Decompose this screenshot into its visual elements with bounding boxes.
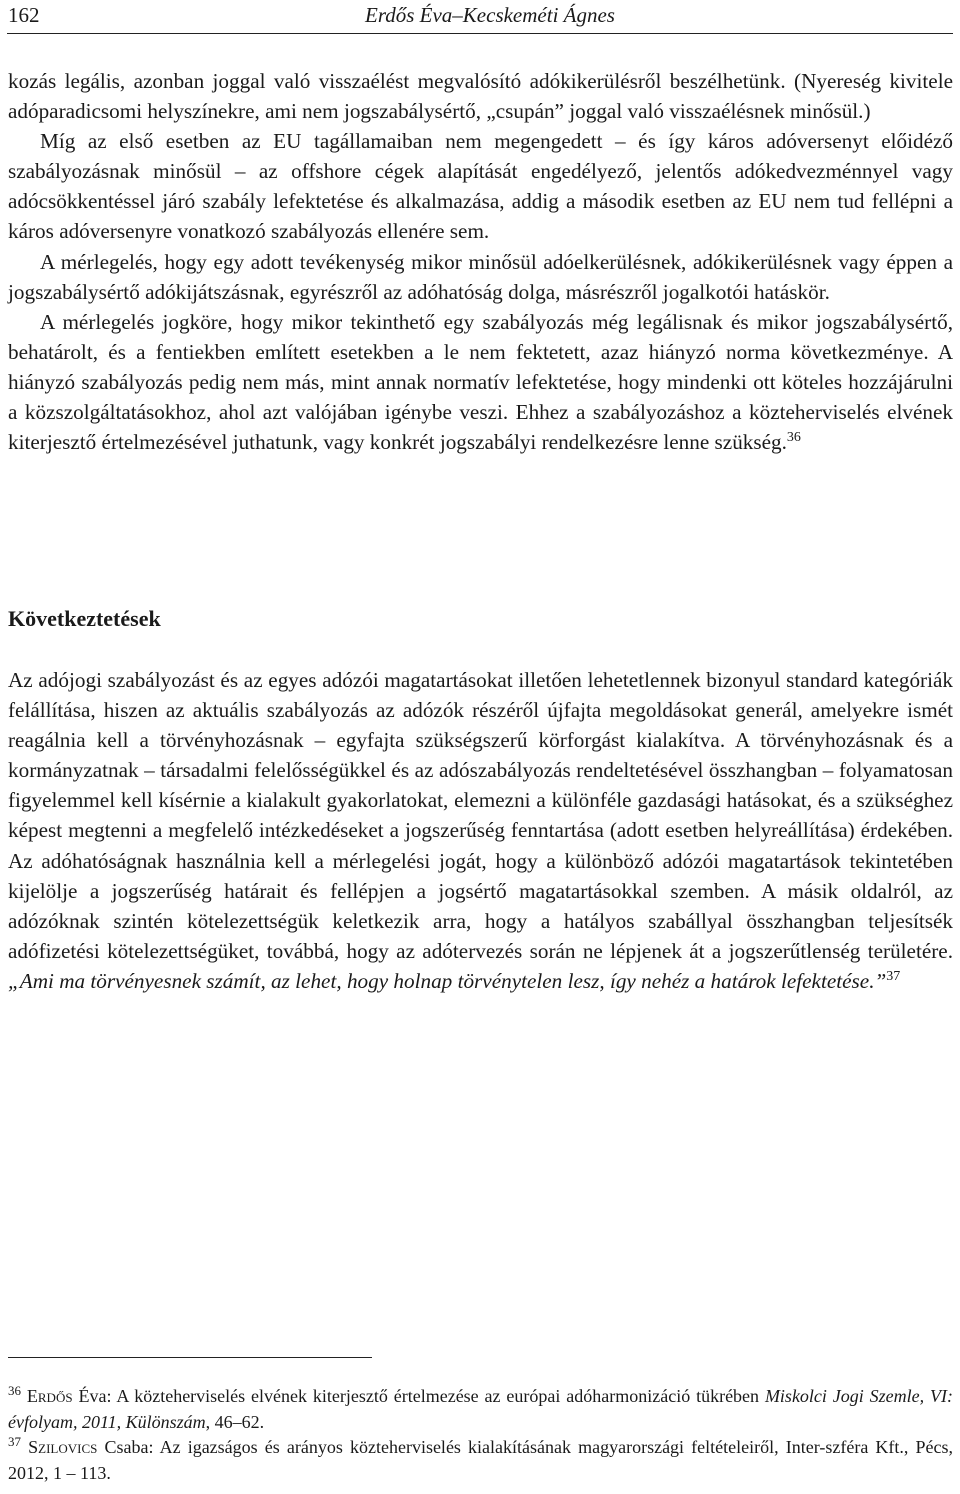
footnote-journal: Miskolci Jogi Szemle, VI: évfolyam, 2011, Különszám bbox=[8, 1386, 954, 1432]
footnotes bbox=[8, 1384, 953, 1486]
paragraph-eu-comparison: Míg az első esetben az EU tagállamaiban nem megengedett – és így káros adóversenyt előidéző szabályozásnak minősül – az offshore cégek alapítását engedélyező, jelentős adókedvezménnyel vagy adócsökkentéssel járó szabály lefektetése és alkalmazása, addig a második esetben az EU nem tud fellépni a káros adóversenyre vonatkozó szabályozás ellenére sem. bbox=[8, 129, 953, 244]
paragraph-assessment: A mérlegelés, hogy egy adott tevékenység mikor minősül adóelkerülésnek, adókikerülésnek vagy éppen a jogszabálysértő adókijátszásnak, egyrészről az adóhatóság dolga, másrészről jogalkotói hatáskör. bbox=[8, 249, 953, 304]
section-body-2 bbox=[8, 665, 953, 996]
footnote-number: 37 bbox=[8, 1434, 21, 1449]
footnote-37 bbox=[8, 1435, 953, 1486]
footnote-author-first: Éva: bbox=[72, 1386, 117, 1406]
section-heading: Következtetések bbox=[8, 606, 161, 631]
footnote-title: Az igazságos és arányos közteherviselés kialakításának magyarországi feltételeiről, Inter-szféra Kft., Pécs, 2012, 1 – 113. bbox=[8, 1437, 954, 1483]
page-number: 162 bbox=[8, 3, 40, 27]
footnote-author: Szilovics bbox=[28, 1437, 98, 1457]
paragraph-conclusions bbox=[8, 665, 953, 996]
section-body-1 bbox=[8, 66, 953, 457]
footnote-pages: , 46–62. bbox=[205, 1411, 265, 1432]
paragraph-continuation: kozás legális, azonban joggal való visszaélést megvalósító adókikerülésről beszélhetünk. (Nyereség kivitele adóparadicsomi helyszínekre, ami nem jogszabálysértő, „csupán” joggal való visszaélésnek minősül.) bbox=[8, 69, 953, 124]
footnote-title: A közteherviselés elvének kiterjesztő értelmezése az európai adóharmonizáció tükrében bbox=[116, 1386, 765, 1406]
header-rule bbox=[7, 33, 953, 34]
footnote-number: 36 bbox=[8, 1383, 21, 1398]
paragraph-assessment-scope bbox=[8, 307, 953, 457]
paragraph-text: A mérlegelés jogköre, hogy mikor tekinthető egy szabályozás még legálisnak és mikor jogszabálysértő, behatárolt, és a fentiekben említett esetekben a le nem fektetett, azaz hiányzó norma következménye. A hiányzó szabályozás pedig nem más, mint annak normatív lefektetése, hogy mindenki ott köteles hozzájárulni a közszolgáltatásokhoz, ahol azt valójában igénybe veszi. Ehhez a szabályozáshoz a közteherviselés elvének kiterjesztő értelmezésével juthatunk, vagy konkrét jogszabályi rendelkezésre lenne szükség. bbox=[8, 309, 953, 455]
footnote-author-first: Csaba: bbox=[97, 1437, 160, 1457]
footnote-ref-37[interactable]: 37 bbox=[886, 968, 901, 984]
page-header bbox=[8, 0, 952, 30]
footnote-separator bbox=[8, 1357, 372, 1358]
running-title: Erdős Éva–Kecskeméti Ágnes bbox=[365, 3, 615, 27]
footnote-ref-36[interactable]: 36 bbox=[786, 430, 801, 446]
footnote-author: Erdős bbox=[26, 1386, 73, 1406]
footnote-36 bbox=[8, 1384, 953, 1435]
closing-quote: „Ami ma törvényesnek számít, az lehet, hogy holnap törvénytelen lesz, így nehéz a határok lefektetése.” bbox=[8, 968, 887, 993]
paragraph-text: Az adójogi szabályozást és az egyes adózói magatartásokat illetően lehetetlennek bizonyul standard kategóriák felállítása, hiszen az aktuális szabályozás az adózók részéről újfajta megoldásokat generál, amelyekre ismét reagálnia kell a törvényhozásnak – egyfajta szükségszerű körforgást kialakítva. A törvényhozásnak és a kormányzatnak – társadalmi felelősségükkel és az adószabályozás rendeltetésével összhangban – folyamatosan figyelemmel kell kísérnie a kialakult gyakorlatokat, elemezni a különféle gazdasági hatásokat, és a szükséghez képest megtenni a megfelelő intézkedéseket a jogszerűség fenntartása (adott esetben helyreállítása) érdekében. Az adóhatóságnak használnia kell a mérlegelési jogát, hogy a különböző adózói magatartások tekintetében kijelölje a jogszerűség határait és fellépjen a jogsértő magatartásokkal szemben. A másik oldalról, az adózóknak szintén kötelezettségük keletkezik arra, hogy a hatályos szabállyal összhangban teljesítsék adófizetési kötelezettségüket, továbbá, hogy az adótervezés során ne lépjenek át a jogszerűtlenség területére. bbox=[8, 668, 953, 963]
